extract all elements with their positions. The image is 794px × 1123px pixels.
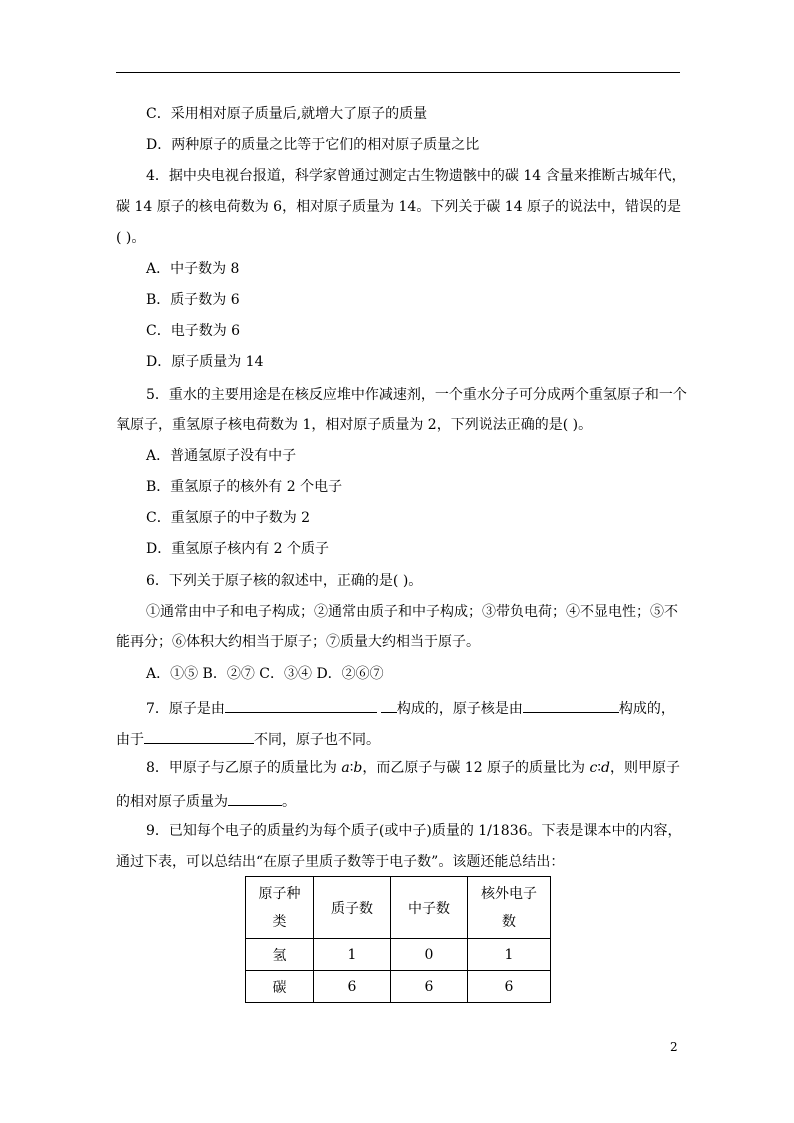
table-header-row <box>246 877 551 939</box>
q4-stem-line1: 4．据中央电视台报道，科学家曾通过测定古生物遗骸中的碳 14 含量来推断古城年代， <box>146 168 686 184</box>
q4-stem-line3: ( )。 <box>116 230 146 246</box>
q6-stem-line1: 6．下列关于原子核的叙述中，正确的是( )。 <box>146 573 423 589</box>
page-number: 2 <box>670 1040 678 1054</box>
q6-stem-line2: ①通常由中子和电子构成；②通常由质子和中子构成；③带负电荷；④不显电性；⑤不 <box>146 604 678 620</box>
q7-blank-1-tail[interactable] <box>381 696 397 713</box>
q7-blank-3[interactable] <box>144 727 254 744</box>
q8-blank[interactable] <box>228 789 282 806</box>
q5-option-c: C．重氢原子的中子数为 2 <box>146 510 311 526</box>
q8-var-a: a <box>341 760 350 776</box>
q9-stem-line2: 通过下表，可以总结出“在原子里质子数等于电子数”。该题还能总结出： <box>116 854 565 870</box>
q5-option-a: A．普通氢原子没有中子 <box>146 448 297 464</box>
table-cell: 6 <box>468 971 551 1003</box>
q5-stem-line2: 氧原子，重氢原子核电荷数为 1，相对原子质量为 2，下列说法正确的是( )。 <box>116 417 593 433</box>
q7-blank-1[interactable] <box>225 696 377 713</box>
header-rule <box>116 72 680 73</box>
q4-option-a: A．中子数为 8 <box>146 261 240 277</box>
q7-text-b: 构成的，原子核是由 <box>396 701 523 717</box>
q3-option-c: C．采用相对原子质量后,就增大了原子的质量 <box>146 106 428 122</box>
q6-stem-line3: 能再分；⑥体积大约相当于原子；⑦质量大约相当于原子。 <box>116 634 480 650</box>
q8-text-a: 8．甲原子与乙原子的质量比为 <box>146 760 342 776</box>
q8-text-d: 的相对原子质量为 <box>116 794 228 810</box>
q8-line1 <box>146 758 680 778</box>
table-cell: 6 <box>314 971 391 1003</box>
q3-option-d: D．两种原子的质量之比等于它们的相对原子质量之比 <box>146 137 480 153</box>
q8-text-c: ，则甲原子 <box>609 760 680 776</box>
table-row <box>246 971 551 1003</box>
table-header-cell: 质子数 <box>314 877 391 939</box>
q4-stem-line2: 碳 14 原子的核电荷数为 6，相对原子质量为 14。下列关于碳 14 原子的说法中，错误的是 <box>116 199 682 215</box>
q7-text-c: 构成的， <box>618 701 675 717</box>
q7-text-a: 7．原子是由 <box>146 701 225 717</box>
q7-text-d: 由于 <box>116 732 144 748</box>
q8-colon-1: ∶ <box>349 760 354 776</box>
q5-option-d: D．重氢原子核内有 2 个质子 <box>146 541 330 557</box>
table-header-cell: 原子种 类 <box>246 877 314 939</box>
table-header-cell: 核外电子 数 <box>468 877 551 939</box>
q8-var-d: d <box>601 760 610 776</box>
q7-line1 <box>146 696 675 719</box>
table-header-cell: 中子数 <box>391 877 468 939</box>
q5-option-b: B．重氢原子的核外有 2 个电子 <box>146 479 343 495</box>
q9-stem-line1: 9．已知每个电子的质量约为每个质子(或中子)质量的 1/1836。下表是课本中的内容， <box>146 823 682 839</box>
table-row <box>246 939 551 971</box>
q7-blank-2[interactable] <box>523 696 619 713</box>
q8-var-b: b <box>353 760 363 776</box>
q8-var-c: c <box>589 760 598 776</box>
q4-option-c: C．电子数为 6 <box>146 323 241 339</box>
q6-options: A．①⑤ B．②⑦ C．③④ D．②⑥⑦ <box>146 666 384 682</box>
q8-line2 <box>116 789 296 812</box>
q7-line2 <box>116 727 380 750</box>
q8-text-b: ，而乙原子与碳 12 原子的质量比为 <box>362 760 590 776</box>
table-cell: 1 <box>468 939 551 971</box>
q5-stem-line1: 5．重水的主要用途是在核反应堆中作减速剂，一个重水分子可分成两个重氢原子和一个 <box>146 387 687 403</box>
table-cell: 6 <box>391 971 468 1003</box>
table-cell: 1 <box>314 939 391 971</box>
table-cell: 氢 <box>246 939 314 971</box>
q4-option-d: D．原子质量为 14 <box>146 354 264 370</box>
q7-text-e: 不同，原子也不同。 <box>254 732 380 748</box>
q8-text-e: 。 <box>282 794 296 810</box>
q8-colon-2: ∶ <box>597 760 602 776</box>
table-cell: 0 <box>391 939 468 971</box>
atom-table <box>245 876 551 1003</box>
table-cell: 碳 <box>246 971 314 1003</box>
q4-option-b: B．质子数为 6 <box>146 292 240 308</box>
